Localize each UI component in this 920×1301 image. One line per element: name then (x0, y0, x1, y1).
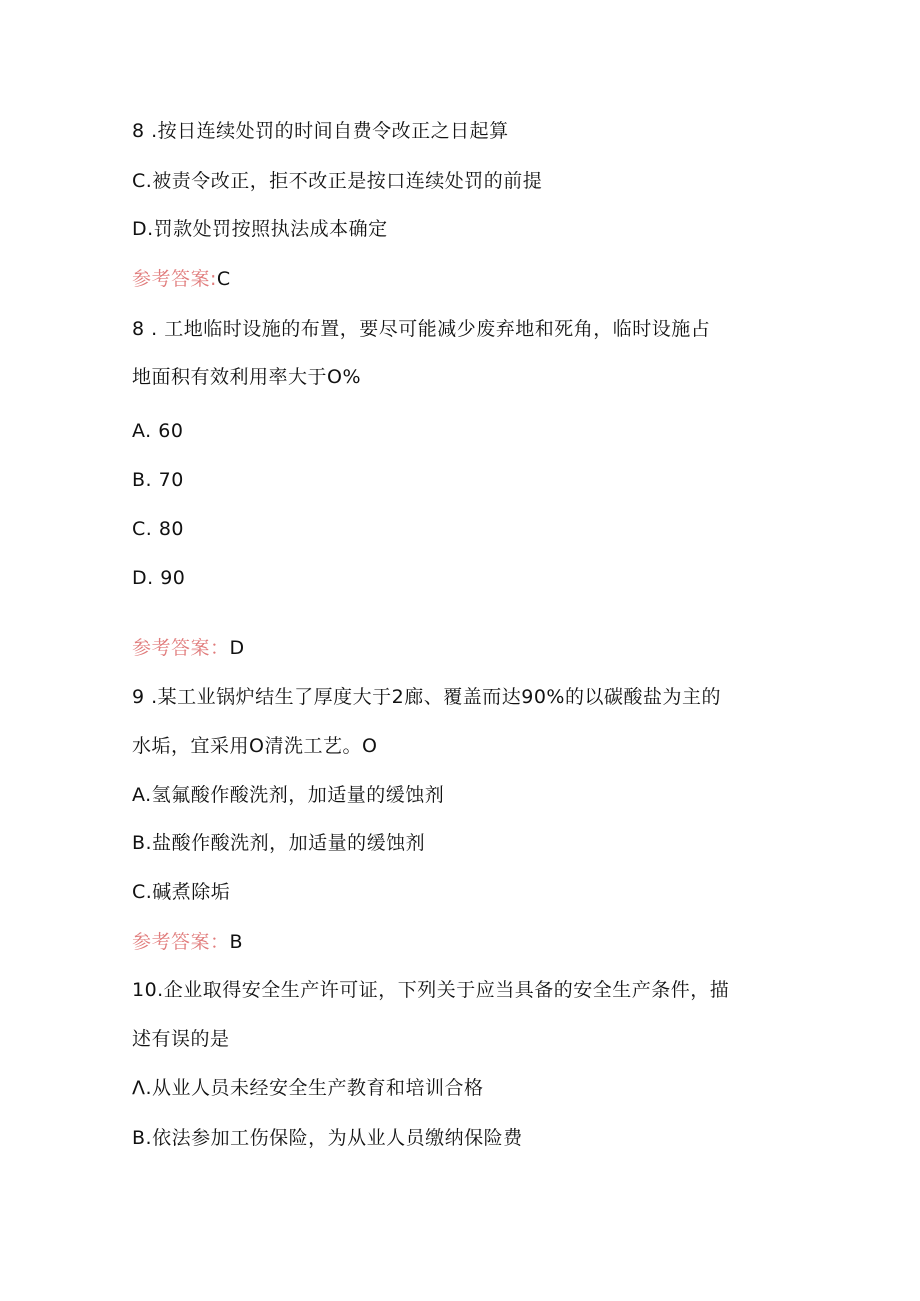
option-text: Λ.从业人员未经安全生产教育和培训合格 (132, 1077, 484, 1099)
option-text: D. 90 (132, 567, 186, 589)
answer-value: D (229, 637, 245, 659)
question-text: 述有误的是 (132, 1028, 230, 1050)
question-text: 8 . 工地临时设施的布置，要尽可能减少废弃地和死角，临时设施占 (132, 318, 711, 340)
answer-line (132, 636, 245, 660)
answer-label: 参考答案： (132, 637, 230, 659)
answer-label: 参考答案： (132, 931, 230, 953)
question-text: 9 .某工业锅炉结生了厚度大于2廊、覆盖而达90%的以碳酸盐为主的 (132, 686, 721, 708)
question-text: 水垢，宜采用O清洗工艺。O (132, 735, 378, 757)
option-text: D.罚款处罚按照执法成本确定 (132, 218, 388, 240)
question-text: 10.企业取得安全生产许可证，下列关于应当具备的安全生产条件，描 (132, 979, 730, 1001)
answer-value: C (216, 268, 231, 290)
answer-line (132, 267, 231, 291)
option-text: A.氢氟酸作酸洗剂，加适量的缓蚀剂 (132, 784, 445, 806)
option-text: A. 60 (132, 420, 184, 442)
option-text: B. 70 (132, 469, 184, 491)
option-text: C. 80 (132, 518, 185, 540)
option-text: C.被责令改正，拒不改正是按口连续处罚的前提 (132, 170, 543, 192)
question-text: 地面积有效利用率大于O% (132, 366, 362, 388)
answer-line (132, 930, 243, 954)
option-text: B.依法参加工伤保险，为从业人员缴纳保险费 (132, 1127, 523, 1149)
answer-label: 参考答案: (132, 268, 217, 290)
option-text: C.碱煮除垢 (132, 881, 231, 903)
option-text: 8 .按日连续处罚的时间自费令改正之日起算 (132, 120, 509, 142)
answer-value: B (229, 931, 244, 953)
option-text: B.盐酸作酸洗剂，加适量的缓蚀剂 (132, 832, 426, 854)
